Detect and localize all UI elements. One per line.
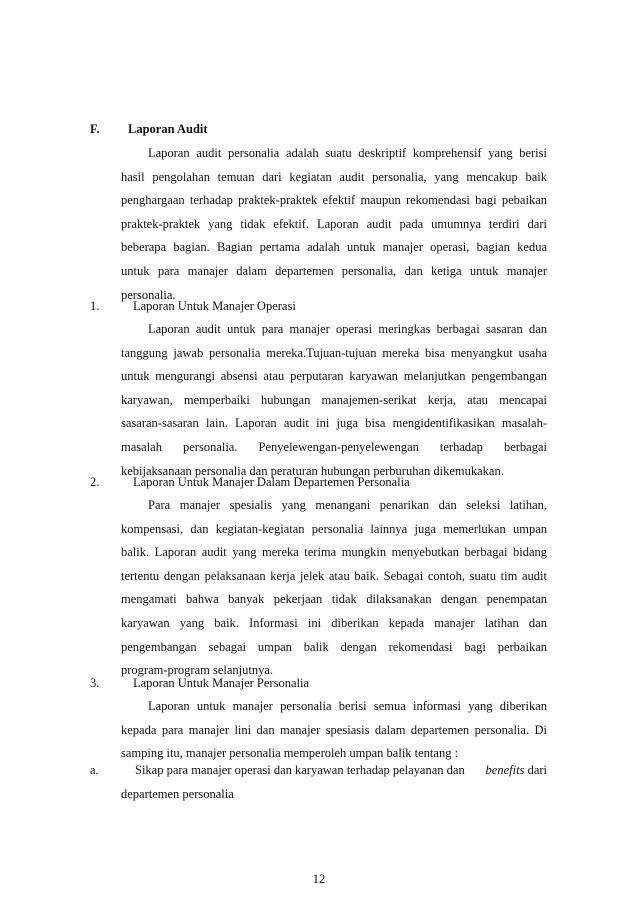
paragraph-line: kepada para manajer lini dan manajer spesiasis dalam departemen personalia. Di (121, 722, 547, 737)
sub-item-a-line-2: departemen personalia (121, 786, 234, 801)
item-marker: 2. (90, 475, 100, 489)
paragraph-line: kebijaksanaan personalia dan peraturan hubungan perburuhan dikemukakan. (121, 463, 504, 478)
paragraph-line: tanggung jawab personalia mereka.Tujuan-tujuan mereka bisa menyangkut usaha (121, 345, 547, 360)
item-1-paragraph (121, 318, 547, 483)
paragraph-line: Laporan untuk manajer personalia berisi semua informasi yang diberikan (148, 699, 547, 713)
paragraph-line: samping itu, manajer personalia memperoleh umpan balik tentang : (121, 746, 459, 761)
sub-item-a-text-after: dari (527, 763, 547, 777)
paragraph-line: sasaran-sasaran lain. Laporan audit ini juga bisa mengidentifikasikan masalah- (121, 416, 547, 431)
section-title: Laporan Audit (128, 122, 208, 136)
paragraph-line: balik. Laporan audit yang mereka terima mungkin menyebutkan berbagai bidang (121, 545, 547, 560)
section-paragraph (121, 142, 547, 307)
sub-item-a-italic: benefits (485, 763, 525, 777)
item-marker: 1. (90, 299, 100, 313)
paragraph-line: praktek-praktek yang tidak efektif. Laporan audit pada umumnya terdiri dari (121, 216, 547, 231)
item-marker: 3. (90, 676, 100, 690)
subheading-3 (90, 673, 309, 693)
paragraph-line: Laporan audit untuk para manajer operasi meringkas berbagai sasaran dan (148, 322, 547, 336)
paragraph-line: kompensasi, dan kegiatan-kegiatan personalia lainnya juga memerlukan umpan (121, 521, 547, 536)
paragraph-line: penghargaan terhadap praktek-praktek efektif maupun rekomendasi bagi pebaikan (121, 193, 547, 208)
subheading-1 (90, 296, 296, 316)
paragraph-line: program-program selanjutnya. (121, 663, 274, 678)
paragraph-line: karyawan, memperbaiki hubungan manajemen-serikat kerja, atau mencapai (121, 392, 547, 407)
sub-item-a-tail (486, 759, 547, 783)
paragraph-line: untuk para manajer dalam departemen personalia, dan ketiga untuk manajer (121, 263, 547, 278)
paragraph-line: masalah personalia. Penyelewengan-penyelewengan terhadap berbagai (121, 439, 547, 454)
paragraph-line: personalia. (121, 287, 176, 302)
page-number: 12 (312, 872, 326, 886)
paragraph-line: karyawan yang baik. Informasi ini diberikan kepada manajer latihan dan (121, 615, 547, 630)
item-3-paragraph (121, 695, 547, 766)
paragraph-line: Para manajer spesialis yang menangani penarikan dan seleksi latihan, (148, 498, 547, 512)
paragraph-line: tertentu dengan pelaksanaan kerja jelek atau baik. Sebagai contoh, suatu tim audit (121, 568, 547, 583)
sub-item-marker: a. (90, 763, 99, 777)
item-2-paragraph (121, 494, 547, 683)
paragraph-line: pengembangan sebagai umpan balik dengan rekomendasi bagi perbaikan (121, 639, 547, 654)
paragraph-line: untuk mengurangi absensi atau perputaran karyawan melanjutkan pengembangan (121, 369, 547, 384)
paragraph-line: mengamati bahwa banyak pekerjaan tidak dilaksanakan dengan penempatan (121, 592, 547, 607)
section-heading (90, 119, 208, 139)
subheading-2 (90, 472, 410, 492)
sub-item-a-text-before: Sikap para manajer operasi dan karyawan terhadap pelayanan dan (135, 763, 465, 777)
paragraph-line: hasil pengolahan temuan dari kegiatan audit personalia, yang mencakup baik (121, 169, 547, 184)
sub-item-a (90, 759, 547, 806)
section-marker: F. (90, 122, 100, 136)
item-title: Laporan Untuk Manajer Operasi (133, 299, 296, 313)
paragraph-line: Laporan audit personalia adalah suatu deskriptif komprehensif yang berisi (148, 146, 547, 160)
item-title: Laporan Untuk Manajer Personalia (133, 676, 309, 690)
sub-item-a-line-1 (90, 759, 547, 783)
sub-item-a-text (135, 759, 547, 783)
item-title: Laporan Untuk Manajer Dalam Departemen Personalia (133, 475, 410, 489)
paragraph-line: beberapa bagian. Bagian pertama adalah untuk manajer operasi, bagian kedua (121, 240, 547, 255)
